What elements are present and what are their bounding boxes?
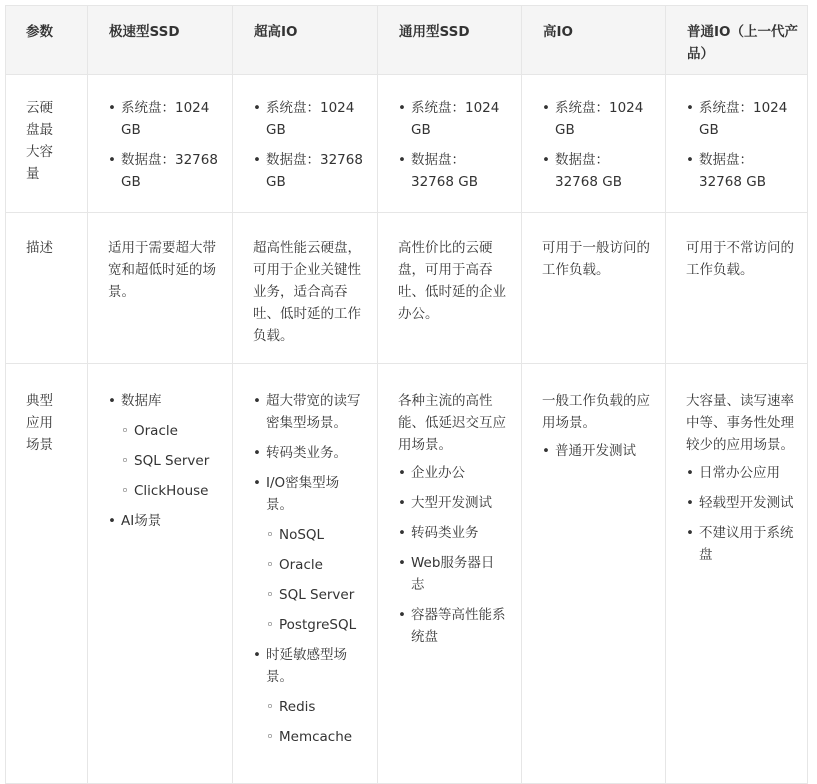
list-item: • 系统盘：1024 GB — [253, 97, 363, 141]
row-label-scenarios: 典型应用场景 — [26, 393, 53, 453]
scenario-list — [108, 390, 218, 532]
list-item-text: 轻载型开发测试 — [699, 495, 794, 511]
list-item: • 数据盘：32768 GB — [253, 149, 363, 193]
description-text: 高性价比的云硬盘，可用于高吞吐、低时延的企业办公。 — [398, 240, 506, 322]
list-item — [398, 552, 507, 596]
row-label-capacity: 云硬盘最大容量 — [26, 100, 53, 182]
list-item-text: 转码类业务 — [411, 525, 479, 541]
sub-list-item: ◦ Oracle — [121, 420, 218, 442]
list-item — [398, 462, 507, 484]
sub-list-item: ◦ ClickHouse — [121, 480, 218, 502]
scenario-cell — [253, 390, 363, 756]
table-row — [5, 75, 808, 213]
scenario-cell — [398, 390, 507, 656]
description-text: 超高性能云硬盘，可用于企业关键性业务，适合高吞吐、低时延的工作负载。 — [253, 240, 361, 344]
description-text: 可用于一般访问的工作负载。 — [542, 240, 650, 278]
scenario-cell — [686, 390, 794, 574]
list-item-text: 大型开发测试 — [411, 495, 492, 511]
list-item-text: I/O密集型场景。 — [266, 475, 340, 513]
list-item-text: 日常办公应用 — [699, 465, 780, 481]
header-high-io: 高IO — [543, 24, 573, 40]
scenario-intro: 大容量、读写速率中等、事务性处理较少的应用场景。 — [686, 393, 794, 453]
list-item — [253, 472, 363, 636]
scenario-list — [686, 462, 794, 566]
header-ultra-high-io: 超高IO — [254, 24, 298, 40]
table-header-row — [5, 5, 808, 75]
list-item — [253, 390, 363, 434]
header-common-io: 普通IO（上一代产品） — [687, 24, 798, 62]
description-text: 可用于不常访问的工作负载。 — [686, 240, 794, 278]
scenario-cell — [108, 390, 218, 540]
description-text: 适用于需要超大带宽和超低时延的场景。 — [108, 240, 216, 300]
list-item-text: 数据库 — [121, 393, 162, 409]
scenario-list — [398, 462, 507, 648]
list-item — [542, 440, 651, 462]
list-item: • 数据盘：32768 GB — [686, 149, 794, 193]
header-extreme-ssd: 极速型SSD — [109, 24, 180, 40]
sub-list-item: ◦ Oracle — [266, 554, 363, 576]
scenario-list — [253, 390, 363, 748]
list-item — [253, 442, 363, 464]
list-item — [398, 522, 507, 544]
list-item — [108, 510, 218, 532]
list-item-text: 超大带宽的读写密集型场景。 — [266, 393, 361, 431]
list-item: • 系统盘：1024 GB — [686, 97, 794, 141]
header-general-ssd: 通用型SSD — [399, 24, 470, 40]
table-row — [5, 364, 808, 784]
list-item-text: Web服务器日志 — [411, 555, 495, 593]
sub-list-item: ◦ SQL Server — [121, 450, 218, 472]
list-item-text: 转码类业务。 — [266, 445, 347, 461]
row-label-description: 描述 — [26, 240, 53, 256]
list-item: • 数据盘：32768 GB — [108, 149, 218, 193]
sub-list — [121, 420, 218, 502]
table-row — [5, 213, 808, 364]
header-param: 参数 — [26, 24, 53, 40]
list-item — [686, 492, 794, 514]
list-item-text: 企业办公 — [411, 465, 465, 481]
scenario-cell — [542, 390, 651, 470]
list-item-text: 不建议用于系统盘 — [699, 525, 794, 563]
list-item — [398, 492, 507, 514]
sub-list-item: ◦ Memcache — [266, 726, 363, 748]
scenario-list — [542, 440, 651, 462]
list-item-text: AI场景 — [121, 513, 162, 529]
list-item: • 系统盘：1024 GB — [398, 97, 507, 141]
scenario-intro: 各种主流的高性能、低延迟交互应用场景。 — [398, 393, 506, 453]
sub-list — [266, 524, 363, 636]
list-item — [686, 462, 794, 484]
sub-list-item: ◦ NoSQL — [266, 524, 363, 546]
list-item: • 数据盘：32768 GB — [542, 149, 651, 193]
sub-list-item: ◦ SQL Server — [266, 584, 363, 606]
sub-list-item: ◦ Redis — [266, 696, 363, 718]
list-item-text: 容器等高性能系统盘 — [411, 607, 506, 645]
list-item: • 系统盘：1024 GB — [542, 97, 651, 141]
scenario-intro: 一般工作负载的应用场景。 — [542, 393, 650, 431]
list-item — [686, 522, 794, 566]
list-item — [398, 604, 507, 648]
list-item-text: 普通开发测试 — [555, 443, 636, 459]
list-item-text: 时延敏感型场景。 — [266, 647, 347, 685]
list-item: • 系统盘：1024 GB — [108, 97, 218, 141]
sub-list-item: ◦ PostgreSQL — [266, 614, 363, 636]
sub-list — [266, 696, 363, 748]
list-item — [108, 390, 218, 502]
list-item — [253, 644, 363, 748]
list-item: • 数据盘：32768 GB — [398, 149, 507, 193]
